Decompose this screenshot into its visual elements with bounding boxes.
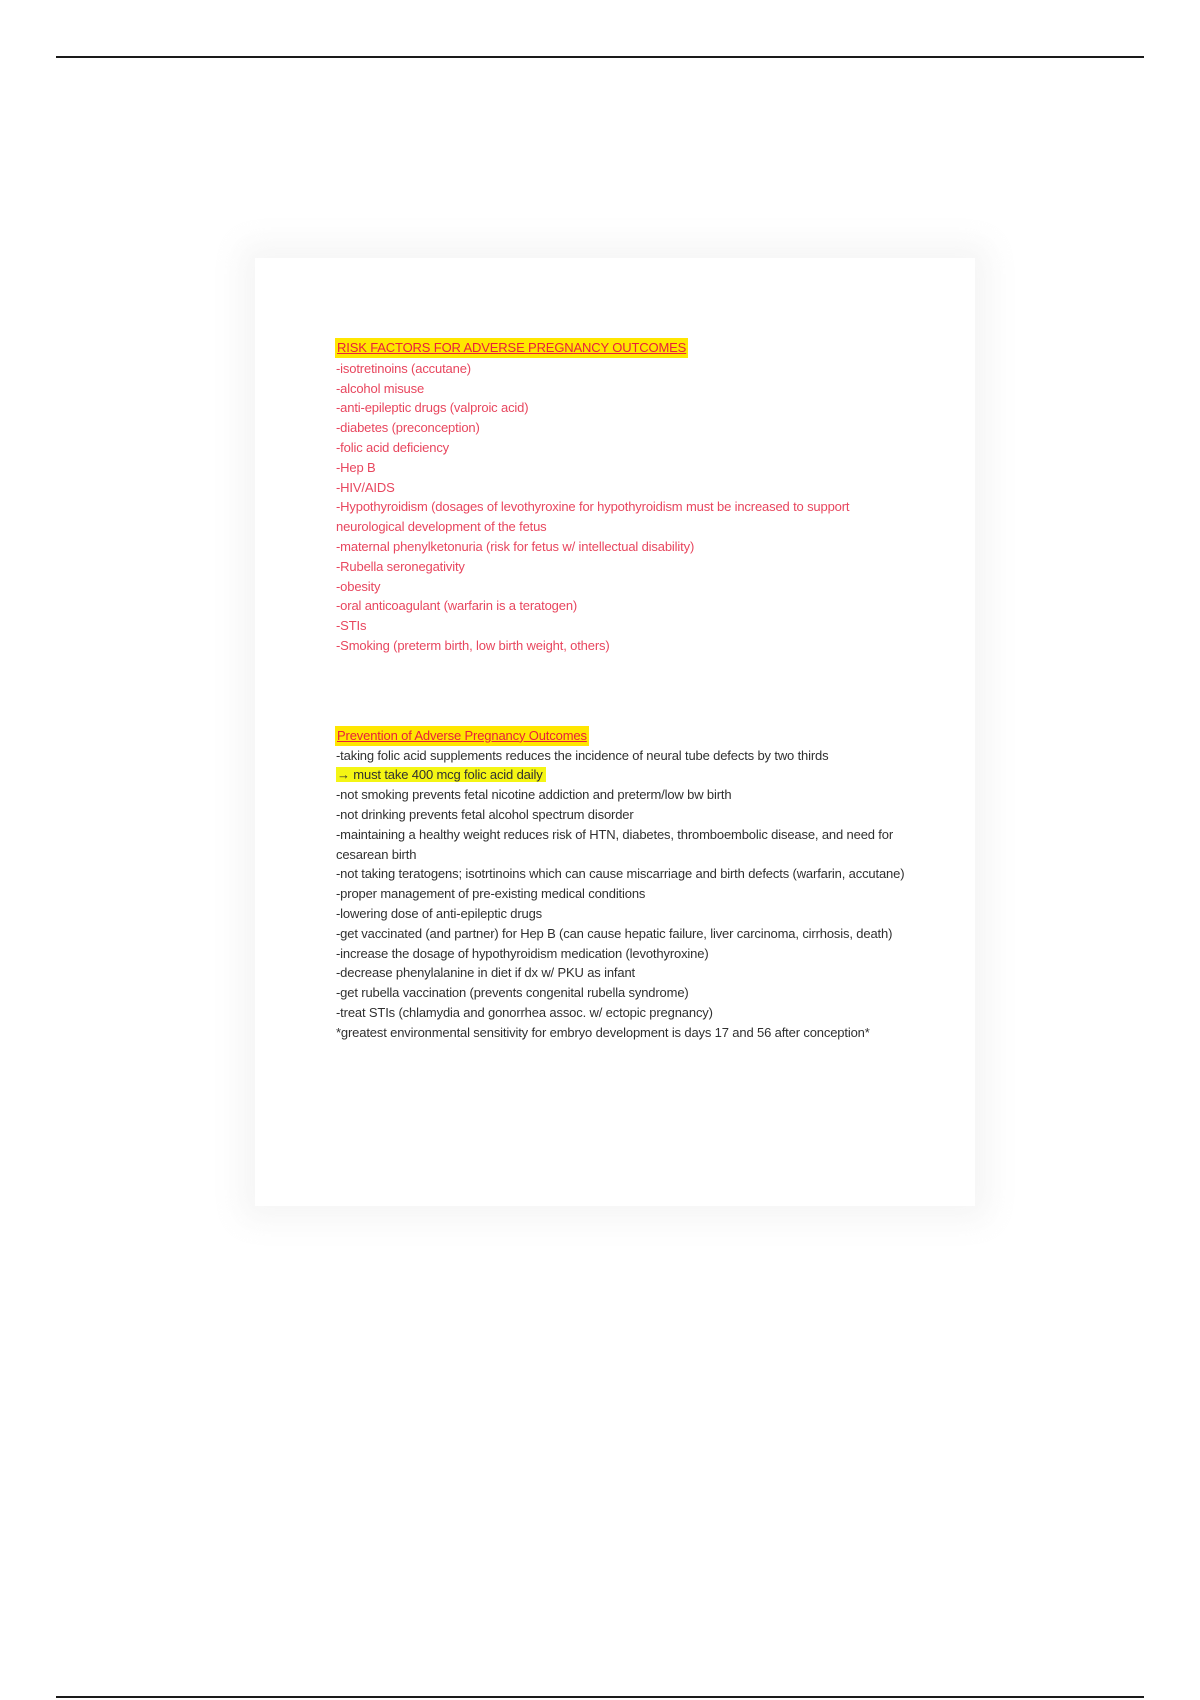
prevention-item: -proper management of pre-existing medical conditions [336, 886, 646, 902]
prevention-item: *greatest environmental sensitivity for embryo development is days 17 and 56 after conception* [336, 1024, 870, 1040]
risk-item: -anti-epileptic drugs (valproic acid) [336, 400, 529, 416]
risk-item: -Hypothyroidism (dosages of levothyroxine for hypothyroidism must be increased to support neurological development of the fetus [336, 499, 850, 535]
risk-item: -Rubella seronegativity [336, 558, 465, 574]
note-content [336, 338, 906, 1043]
risk-item: -maternal phenylketonuria (risk for fetus w/ intellectual disability) [336, 538, 695, 554]
prevention-item: -get rubella vaccination (prevents congenital rubella syndrome) [336, 985, 689, 1001]
risk-item: -diabetes (preconception) [336, 420, 480, 436]
prevention-item: -treat STIs (chlamydia and gonorrhea assoc. w/ ectopic pregnancy) [336, 1004, 713, 1020]
risk-factors-section [336, 338, 906, 656]
prevention-item: -not drinking prevents fetal alcohol spectrum disorder [336, 806, 634, 822]
prevention-item: -taking folic acid supplements reduces the incidence of neural tube defects by two thirds [336, 747, 829, 763]
prevention-item: -maintaining a healthy weight reduces risk of HTN, diabetes, thromboembolic disease, and need for cesarean birth [336, 826, 894, 862]
prevention-item: -not smoking prevents fetal nicotine addiction and preterm/low bw birth [336, 787, 732, 803]
risk-item: -oral anticoagulant (warfarin is a teratogen) [336, 598, 578, 614]
risk-item: -obesity [336, 578, 381, 594]
prevention-item-highlighted [336, 765, 906, 785]
prevention-item: -not taking teratogens; isotrtinoins which can cause miscarriage and birth defects (warfarin, accutane) [336, 866, 905, 882]
risk-item: -Smoking (preterm birth, low birth weight, others) [336, 637, 610, 653]
prevention-item: -lowering dose of anti-epileptic drugs [336, 905, 543, 921]
highlighted-text: → must take 400 mcg folic acid daily [336, 767, 546, 782]
prevention-item: -get vaccinated (and partner) for Hep B (can cause hepatic failure, liver carcinoma, cirrhosis, death) [336, 925, 893, 941]
prevention-item: -decrease phenylalanine in diet if dx w/ PKU as infant [336, 965, 636, 981]
risk-item: -folic acid deficiency [336, 439, 450, 455]
risk-factors-list [336, 359, 906, 656]
section-gap [336, 656, 906, 726]
risk-item: -HIV/AIDS [336, 479, 395, 495]
risk-item: -STIs [336, 618, 367, 634]
risk-item: -alcohol misuse [336, 380, 425, 396]
prevention-list [336, 746, 906, 1043]
page-top-rule [56, 56, 1144, 58]
risk-item: -Hep B [336, 459, 376, 475]
risk-item: -isotretinoins (accutane) [336, 360, 471, 376]
risk-factors-heading: RISK FACTORS FOR ADVERSE PREGNANCY OUTCOMES [335, 338, 688, 358]
page-bottom-rule [56, 1696, 1144, 1698]
prevention-item: -increase the dosage of hypothyroidism medication (levothyroxine) [336, 945, 709, 961]
prevention-heading: Prevention of Adverse Pregnancy Outcomes [335, 726, 589, 746]
prevention-section [336, 726, 906, 1043]
